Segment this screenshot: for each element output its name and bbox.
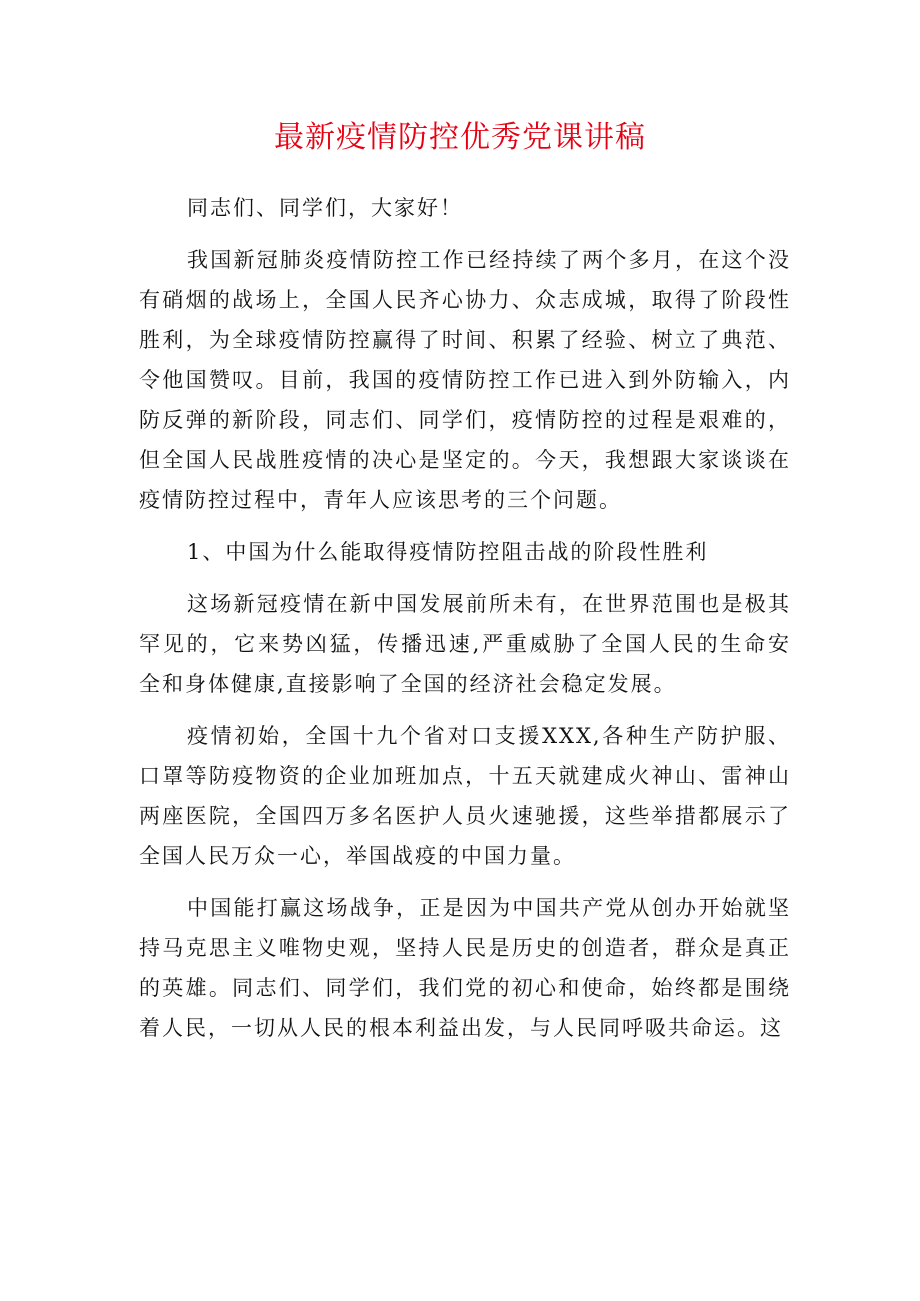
greeting-paragraph: 同志们、同学们，大家好！ [187,196,463,220]
body-paragraph-2: 疫情初始，全国十九个省对口支援XXX,各种生产防护服、口罩等防疫物资的企业加班加点，十五天就建成火神山、雷神山两座医院，全国四万多名医护人员火速驰援，这些举措都展示了全国人民万众一心，举国战疫的中国力量。 [139,724,791,868]
intro-paragraph: 我国新冠肺炎疫情防控工作已经持续了两个多月，在这个没有硝烟的战场上，全国人民齐心协力、众志成城，取得了阶段性胜利，为全球疫情防控赢得了时间、积累了经验、树立了典范、令他国赞叹。目前，我国的疫情防控工作已进入到外防输入，内防反弹的新阶段，同志们、同学们，疫情防控的过程是艰难的，但全国人民战胜疫情的决心是坚定的。今天，我想跟大家谈谈在疫情防控过程中，青年人应该思考的三个问题。 [139,248,791,512]
body-paragraph-3: 中国能打赢这场战争，正是因为中国共产党从创办开始就坚持马克思主义唯物史观，坚持人民是历史的创造者，群众是真正的英雄。同志们、同学们，我们党的初心和使命，始终都是围绕着人民，一切从人民的根本利益出发，与人民同呼吸共命运。这 [139,896,791,1040]
document-body [139,188,791,1060]
document-title: 最新疫情防控优秀党课讲稿 [274,120,646,155]
body-paragraph-1: 这场新冠疫情在新中国发展前所未有，在世界范围也是极其罕见的，它来势凶猛，传播迅速,严重威胁了全国人民的生命安全和身体健康,直接影响了全国的经济社会稳定发展。 [139,592,791,696]
section-heading-1: 1、中国为什么能取得疫情防控阻击战的阶段性胜利 [187,540,709,564]
